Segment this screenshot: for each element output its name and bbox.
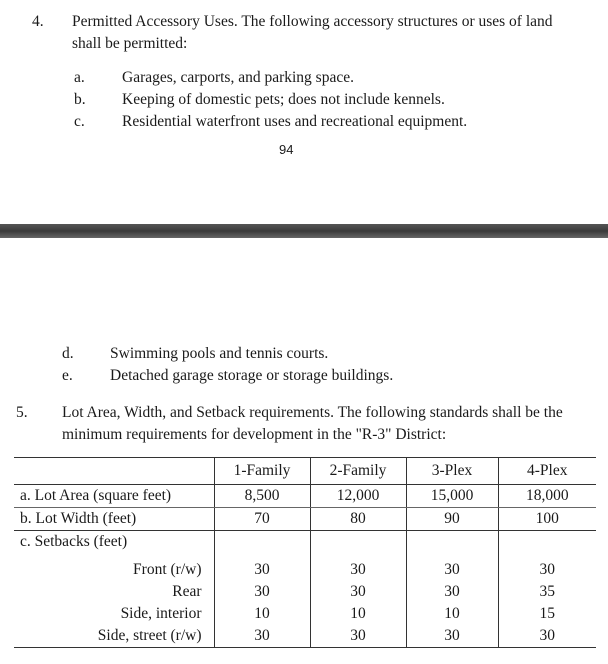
- list-item-letter: c.: [74, 113, 85, 130]
- table-header-cell: 1-Family: [214, 458, 310, 485]
- table-cell: 30: [310, 625, 406, 648]
- list-item-text: Garages, carports, and parking space.: [122, 69, 354, 86]
- section-5-number: 5.: [16, 404, 28, 421]
- table-cell: 90: [406, 508, 498, 531]
- table-cell: 30: [310, 581, 406, 603]
- table-row: [14, 553, 596, 581]
- table-cell: 30: [310, 553, 406, 581]
- row-label: a. Lot Area (square feet): [14, 485, 214, 508]
- table-row: [14, 531, 596, 554]
- table-cell: [498, 531, 596, 554]
- row-label: Rear: [172, 583, 202, 600]
- table-cell: 30: [498, 625, 596, 648]
- list-item-text: Keeping of domestic pets; does not include kennels.: [122, 91, 445, 108]
- table-cell: 30: [498, 553, 596, 581]
- page-number: 94: [279, 142, 294, 157]
- section-4-heading-line-2: shall be permitted:: [72, 35, 188, 52]
- list-item-letter: e.: [62, 367, 73, 384]
- section-5-heading-line-2: minimum requirements for development in the "R-3" District:: [62, 426, 447, 443]
- table-row: [14, 625, 596, 648]
- table-cell: 10: [406, 603, 498, 625]
- table-header-cell: [14, 458, 214, 485]
- table-cell: 15: [498, 603, 596, 625]
- page-divider: [0, 224, 608, 238]
- list-item-letter: a.: [74, 69, 85, 86]
- section-4-heading-line-1: Permitted Accessory Uses. The following accessory structures or uses of land: [72, 13, 553, 30]
- table-row: [14, 603, 596, 625]
- table-cell: [310, 531, 406, 554]
- list-item-text: Detached garage storage or storage buildings.: [110, 367, 394, 384]
- row-label: Front (r/w): [133, 561, 202, 578]
- table-row: [14, 581, 596, 603]
- row-label: Side, interior: [120, 605, 202, 622]
- table-cell: 30: [406, 581, 498, 603]
- row-label: c. Setbacks (feet): [20, 533, 128, 550]
- table-cell: 30: [214, 625, 310, 648]
- table-header-cell: 2-Family: [310, 458, 406, 485]
- table-header-cell: 4-Plex: [498, 458, 596, 485]
- table-header-cell: 3-Plex: [406, 458, 498, 485]
- table-row: [14, 485, 596, 508]
- table-cell: 15,000: [406, 485, 498, 508]
- table-cell: 8,500: [214, 485, 310, 508]
- table-cell: 30: [214, 553, 310, 581]
- list-item-letter: d.: [62, 345, 74, 362]
- table-header-row: [14, 458, 596, 485]
- table-cell: [406, 531, 498, 554]
- table-cell: 10: [310, 603, 406, 625]
- table-cell: 30: [406, 553, 498, 581]
- section-4-number: 4.: [32, 13, 44, 30]
- list-item-letter: b.: [74, 91, 86, 108]
- row-label: b. Lot Width (feet): [14, 508, 214, 531]
- table-cell: 10: [214, 603, 310, 625]
- table-cell: 100: [498, 508, 596, 531]
- table-cell: 18,000: [498, 485, 596, 508]
- table-cell: 35: [498, 581, 596, 603]
- table-cell: 30: [406, 625, 498, 648]
- list-item-text: Residential waterfront uses and recreational equipment.: [122, 113, 468, 130]
- section-5-heading-line-1: Lot Area, Width, and Setback requirements. The following standards shall be the: [62, 404, 563, 421]
- table-cell: 80: [310, 508, 406, 531]
- row-label: Side, street (r/w): [14, 625, 214, 648]
- list-item-text: Swimming pools and tennis courts.: [110, 345, 329, 362]
- table-cell: 12,000: [310, 485, 406, 508]
- standards-table: [14, 457, 596, 648]
- table-cell: [214, 531, 310, 554]
- table-cell: 30: [214, 581, 310, 603]
- table-cell: 70: [214, 508, 310, 531]
- table-row: [14, 508, 596, 531]
